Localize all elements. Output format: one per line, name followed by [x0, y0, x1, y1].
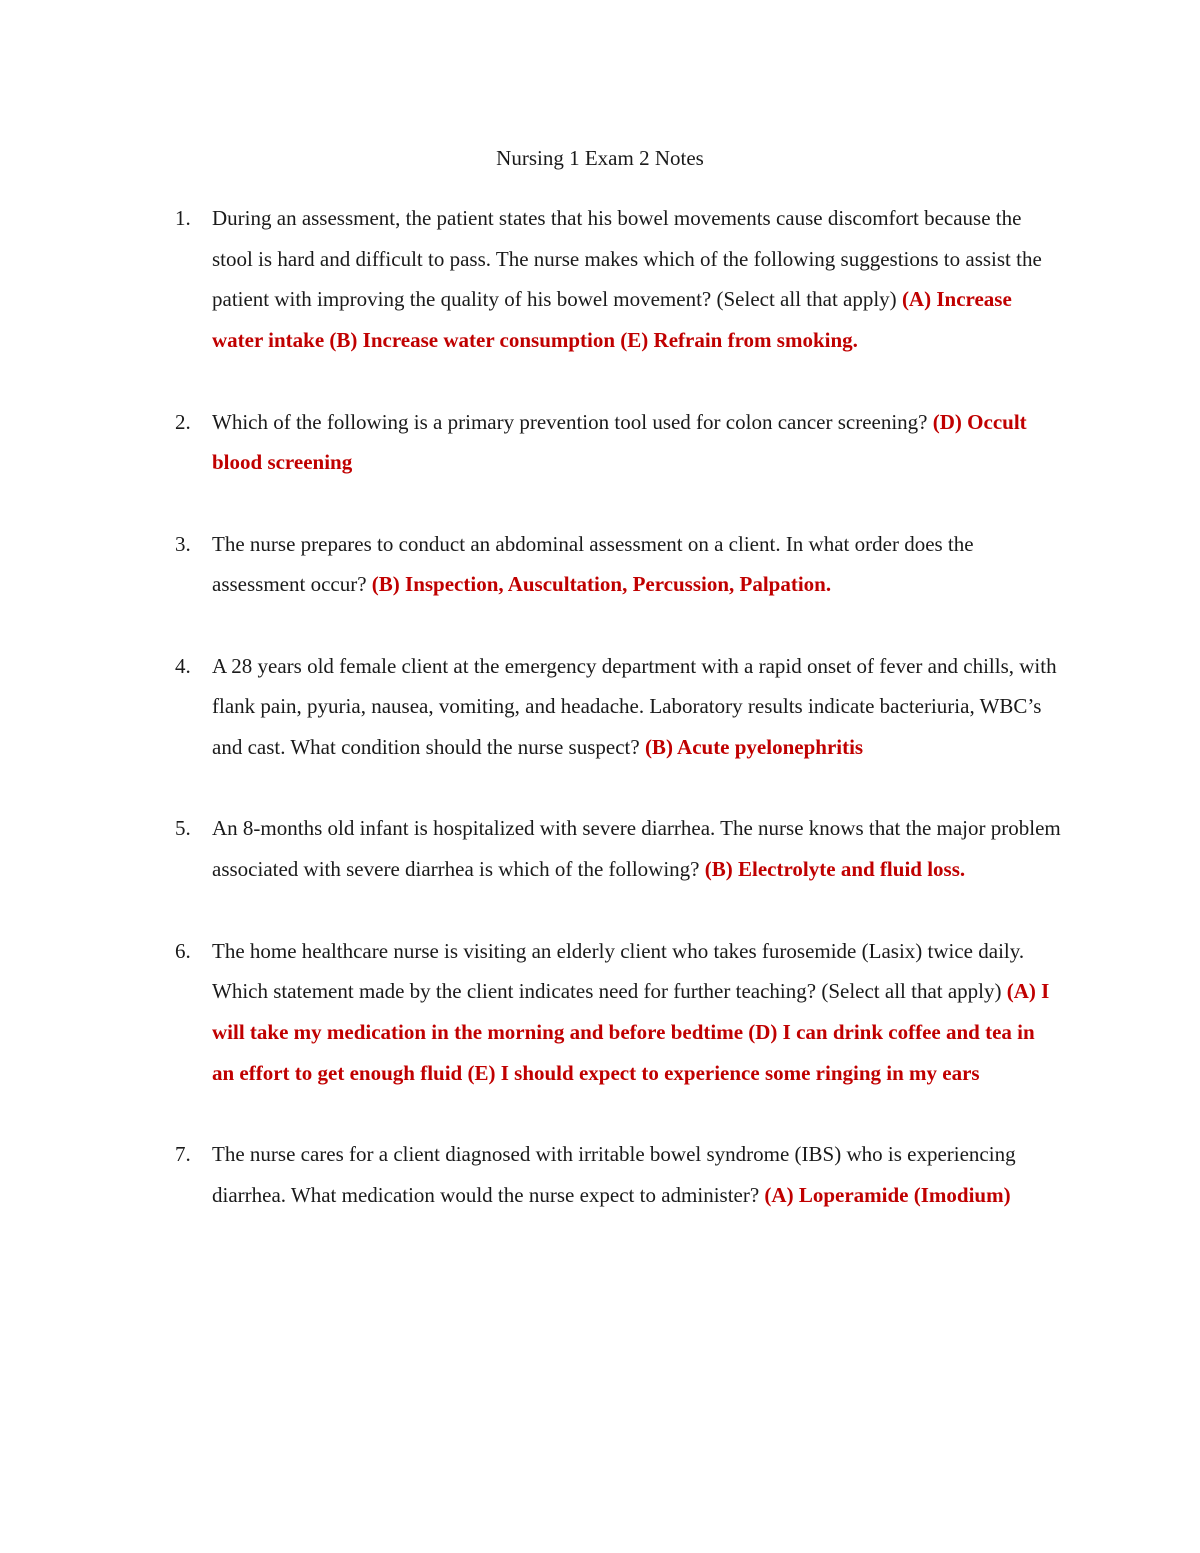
answer-text: (A) Loperamide (Imodium): [764, 1182, 1011, 1207]
question-text: The nurse prepares to conduct an abdominal assessment on a client. In what order does the assessment occur?: [212, 531, 974, 597]
question-item: [0, 198, 1200, 361]
question-number: 1.: [175, 206, 191, 230]
question-item: [0, 402, 1200, 483]
question-text: An 8-months old infant is hospitalized with severe diarrhea. The nurse knows that the major problem associated with severe diarrhea is which of the following?: [212, 816, 1061, 882]
question-number: 3.: [175, 531, 191, 556]
question-text: The home healthcare nurse is visiting an elderly client who takes furosemide (Lasix) twice daily. Which statement made by the client indicates need for further teaching? (Select all that apply): [212, 938, 1025, 1004]
answer-text: (A) Increase water intake (B) Increase water consumption (E) Refrain from smoking.: [212, 287, 1012, 353]
answer-text: (A) I will take my medication in the morning and before bedtime (D) I can drink coffee and tea in an effort to get enough fluid (E) I should expect to experience some ringing in my ears: [212, 979, 1050, 1085]
question-number: 6.: [175, 938, 191, 963]
page-title: Nursing 1 Exam 2 Notes: [496, 146, 704, 170]
question-number: 4.: [175, 653, 191, 678]
answer-text: (B) Electrolyte and fluid loss.: [704, 857, 966, 882]
question-text: Which of the following is a primary prevention tool used for colon cancer screening?: [212, 409, 933, 434]
question-item: [0, 931, 1200, 1094]
question-number: 7.: [175, 1142, 191, 1167]
question-text: The nurse cares for a client diagnosed with irritable bowel syndrome (IBS) who is experiencing diarrhea. What medication would the nurse expect to administer?: [212, 1142, 1016, 1207]
question-text: During an assessment, the patient states that his bowel movements cause discomfort because the stool is hard and difficult to pass. The nurse makes which of the following suggestions to assist the patient with improving the quality of his bowel movement? (Select all that apply): [212, 206, 1042, 312]
answer-text: (B) Inspection, Auscultation, Percussion, Palpation.: [371, 572, 832, 597]
answer-text: (D) Occult blood screening: [212, 409, 1027, 475]
question-item: [0, 646, 1200, 768]
question-number: 5.: [175, 816, 191, 841]
answer-text: (B) Acute pyelonephritis: [644, 735, 864, 760]
question-number: 2.: [175, 409, 191, 434]
question-item: [0, 808, 1200, 889]
question-item: [0, 1134, 1200, 1215]
question-text: A 28 years old female client at the emergency department with a rapid onset of fever and chills, with flank pain, pyuria, nausea, vomiting, and headache. Laboratory results indicate bacteriuria, WBC’s and cast. What condition should the nurse suspect?: [212, 653, 1057, 760]
question-item: [0, 524, 1200, 605]
question-list: [0, 198, 1200, 1256]
